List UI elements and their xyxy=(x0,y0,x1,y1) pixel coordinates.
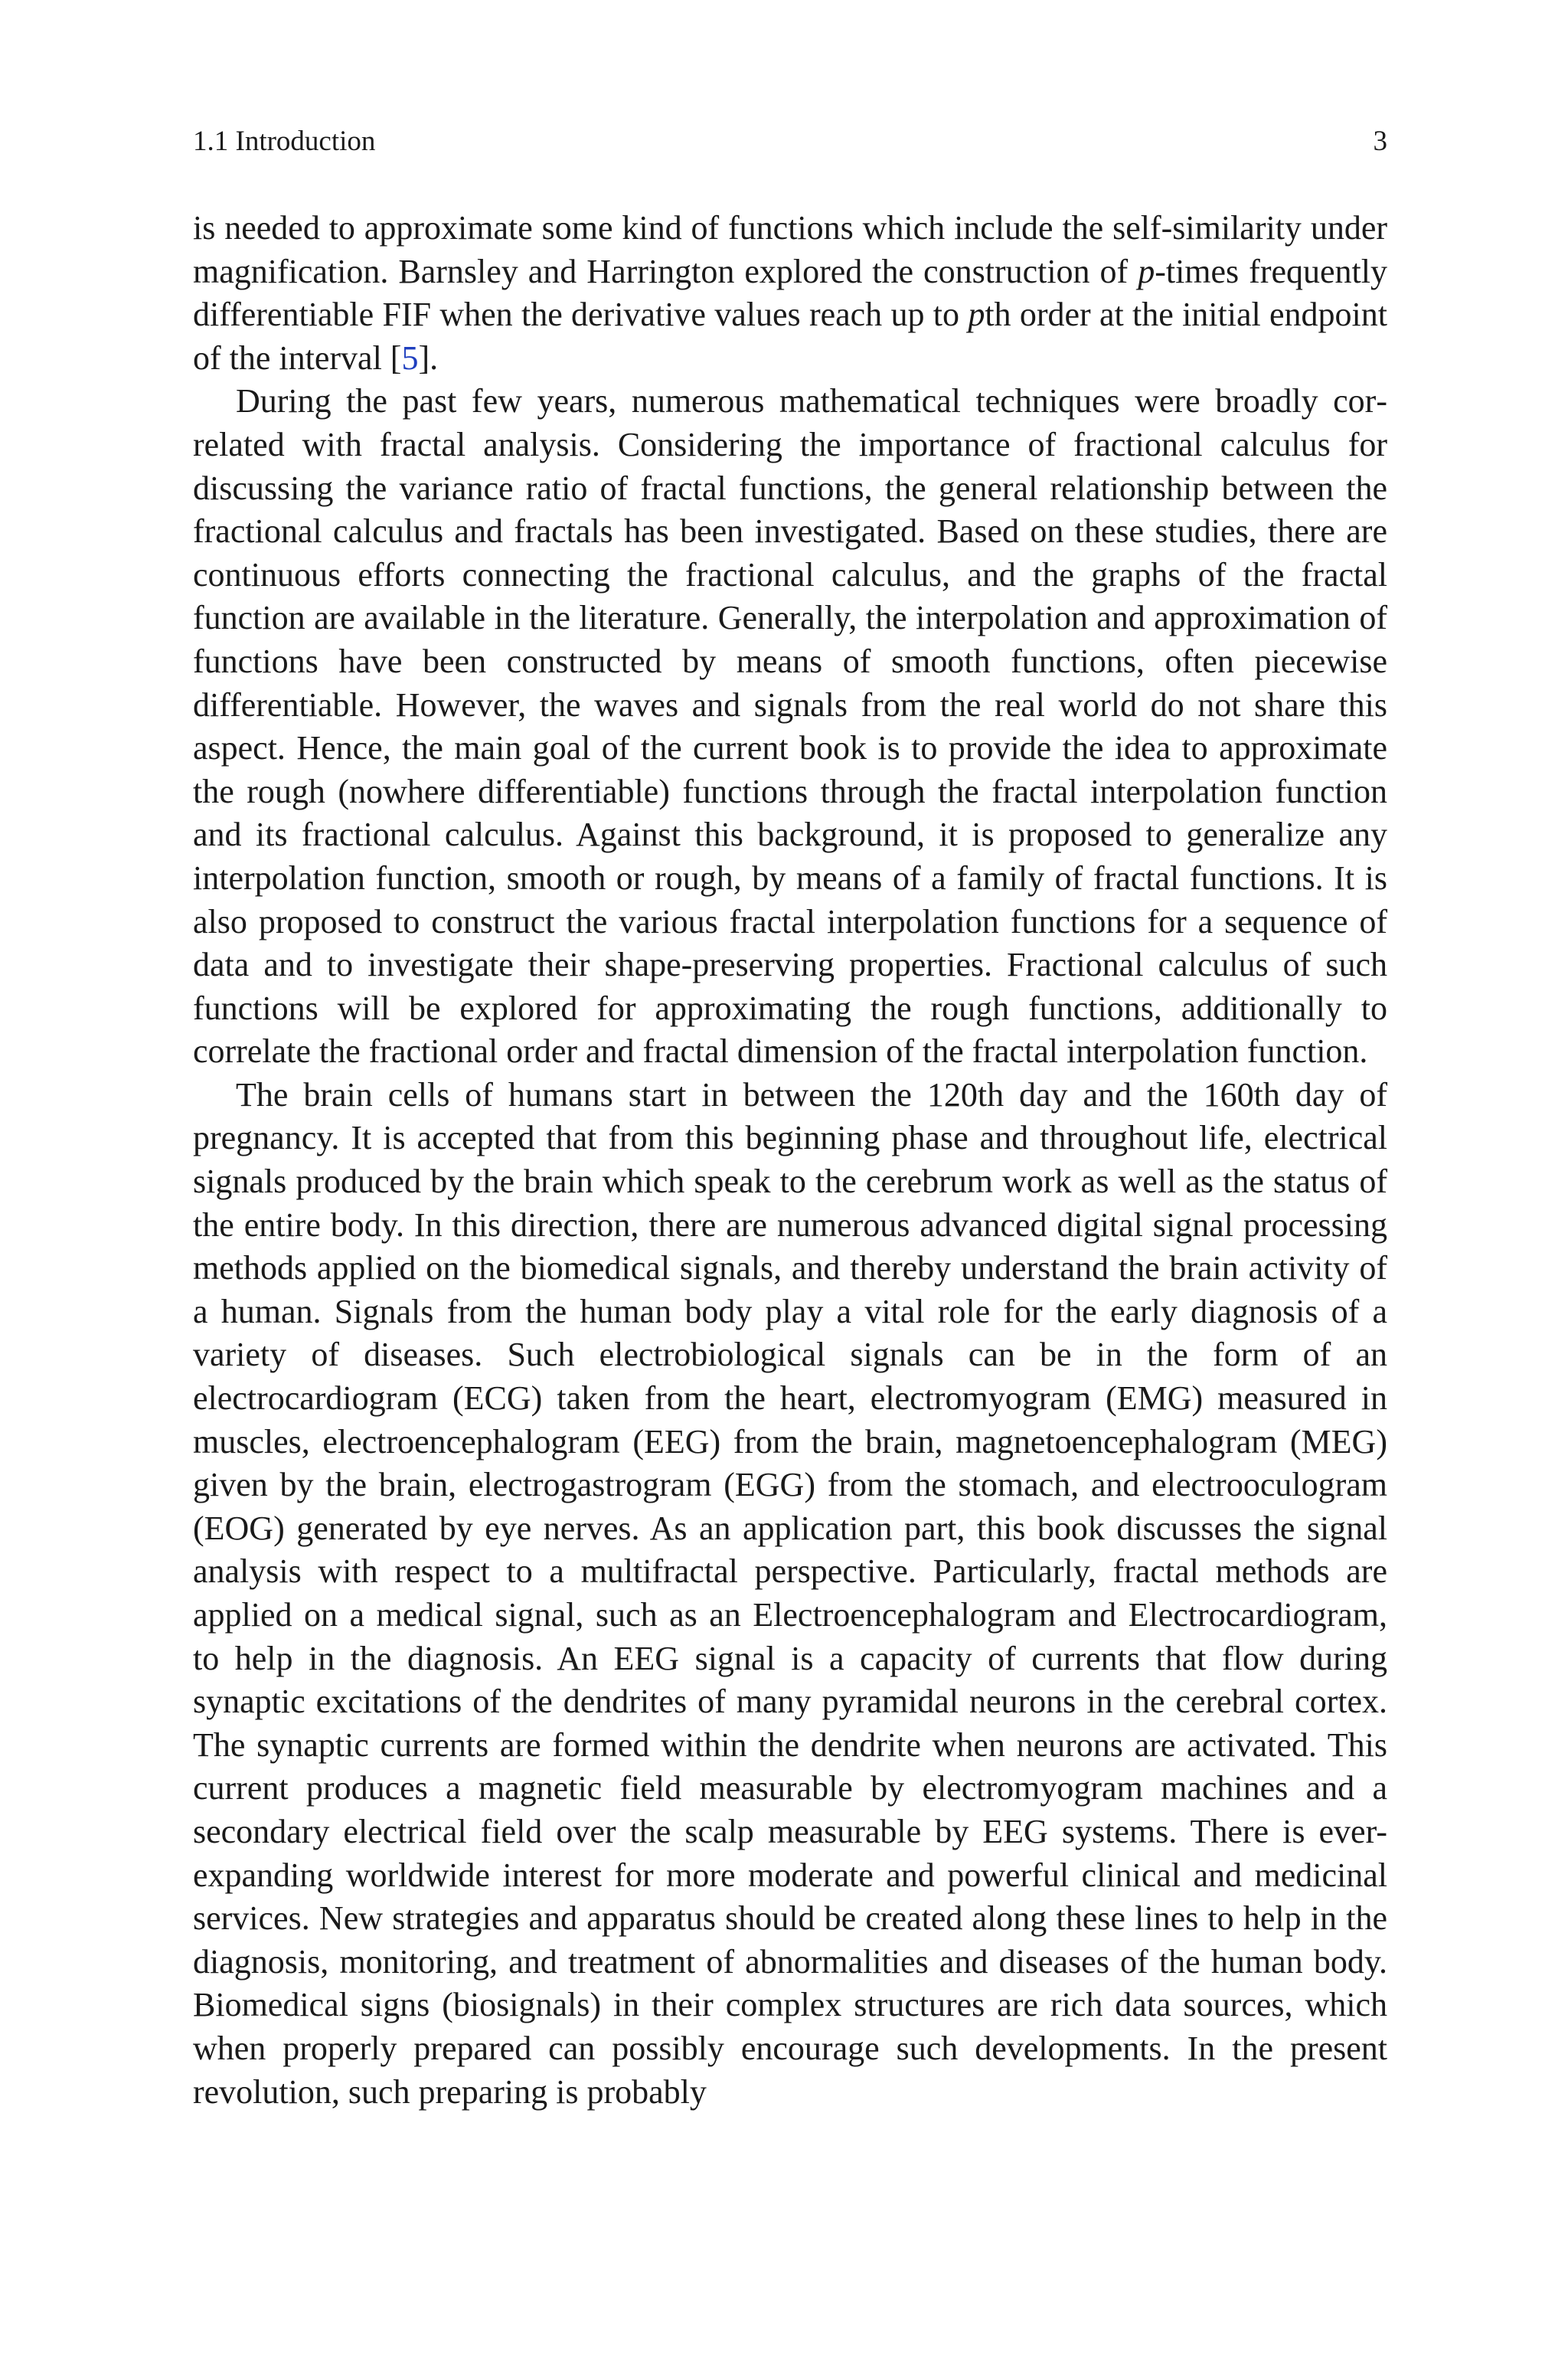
paragraph-1 xyxy=(193,207,1387,380)
paragraph-3: The brain cells of humans start in between the 120th day and the 160th day of pregnancy. It is accepted that from this beginning phase and throughout life, electrical signals produced by the brain which speak to the cerebrum work as well as the status of the entire body. In this direction, there are numerous advanced digital signal processing methods applied on the biomedical signals, and thereby understand the brain activity of a human. Signals from the human body play a vital role for the early diagnosis of a variety of diseases. Such electrobiological signals can be in the form of an electrocardiogram (ECG) taken from the heart, electromyogram (EMG) measured in muscles, electroencephalogram (EEG) from the brain, magnetoencephalogram (MEG) given by the brain, electrogastrogram (EGG) from the stomach, and electrooculogram (EOG) generated by eye nerves. As an application part, this book discusses the signal analysis with respect to a multifractal perspective. Particularly, fractal methods are applied on a medical signal, such as an Electroencephalogram and Electrocardiogram, to help in the diagnosis. An EEG signal is a capacity of currents that flow during synaptic excitations of the dendrites of many pyramidal neurons in the cerebral cortex. The synaptic currents are formed within the dendrite when neurons are activated. This current produces a magnetic field measurable by electromyogram machines and a secondary electrical field over the scalp measurable by EEG systems. There is ever-expanding worldwide interest for more moderate and powerful clinical and medicinal services. New strategies and apparatus should be created along these lines to help in the diagnosis, monitoring, and treatment of abnormalities and diseases of the human body. Biomedical signs (biosignals) in their complex structures are rich data sources, which when properly prepared can possibly encourage such developments. In the present revolution, such preparing is probably xyxy=(193,1075,1387,2111)
running-header xyxy=(193,123,1387,161)
paragraph-2: During the past few years, numerous mathematical techniques were broadly correlated with fractal analysis. Considering the importance of fractional calculus for discussing the variance ratio of fractal functions, the general relationship between the fractional calculus and fractals has been investigated. Based on these studies, there are continuous efforts connecting the fractional calculus, and the graphs of the fractal function are available in the literature. Generally, the interpolation and approximation of functions have been constructed by means of smooth functions, often piecewise differentiable. However, the waves and signals from the real world do not share this aspect. Hence, the main goal of the current book is to provide the idea to approximate the rough (nowhere differentiable) functions through the fractal interpolation function and its fractional calculus. Against this background, it is proposed to generalize any interpolation function, smooth or rough, by means of a family of fractal functions. It is also proposed to construct the various fractal interpolation functions for a sequence of data and to investigate their shape-preserving properties. Fractional calculus of such functions will be explored for approximating the rough functions, additionally to correlate the fractional order and fractal dimension of the fractal interpolation function. xyxy=(193,382,1387,1071)
math-symbol-p: p xyxy=(1138,252,1155,290)
page-number: 3 xyxy=(1373,126,1387,157)
paragraph-1-text-b: -times frequently differentiable FIF when the derivative values reach up to xyxy=(193,252,1387,334)
section-title: 1.1 Introduction xyxy=(193,126,376,157)
paragraph-1-text-d: ]. xyxy=(418,339,439,377)
body-text xyxy=(193,207,1387,2114)
paragraph-1-text-c: th order at the initial endpoint of the interval [ xyxy=(193,296,1387,377)
citation-link[interactable]: 5 xyxy=(401,339,419,377)
paragraph-1-text-a: is needed to approximate some kind of functions which include the self-similarity under magnification. Barnsley and Harrington explored the construction of xyxy=(193,209,1387,290)
math-symbol-p: p xyxy=(968,296,985,334)
